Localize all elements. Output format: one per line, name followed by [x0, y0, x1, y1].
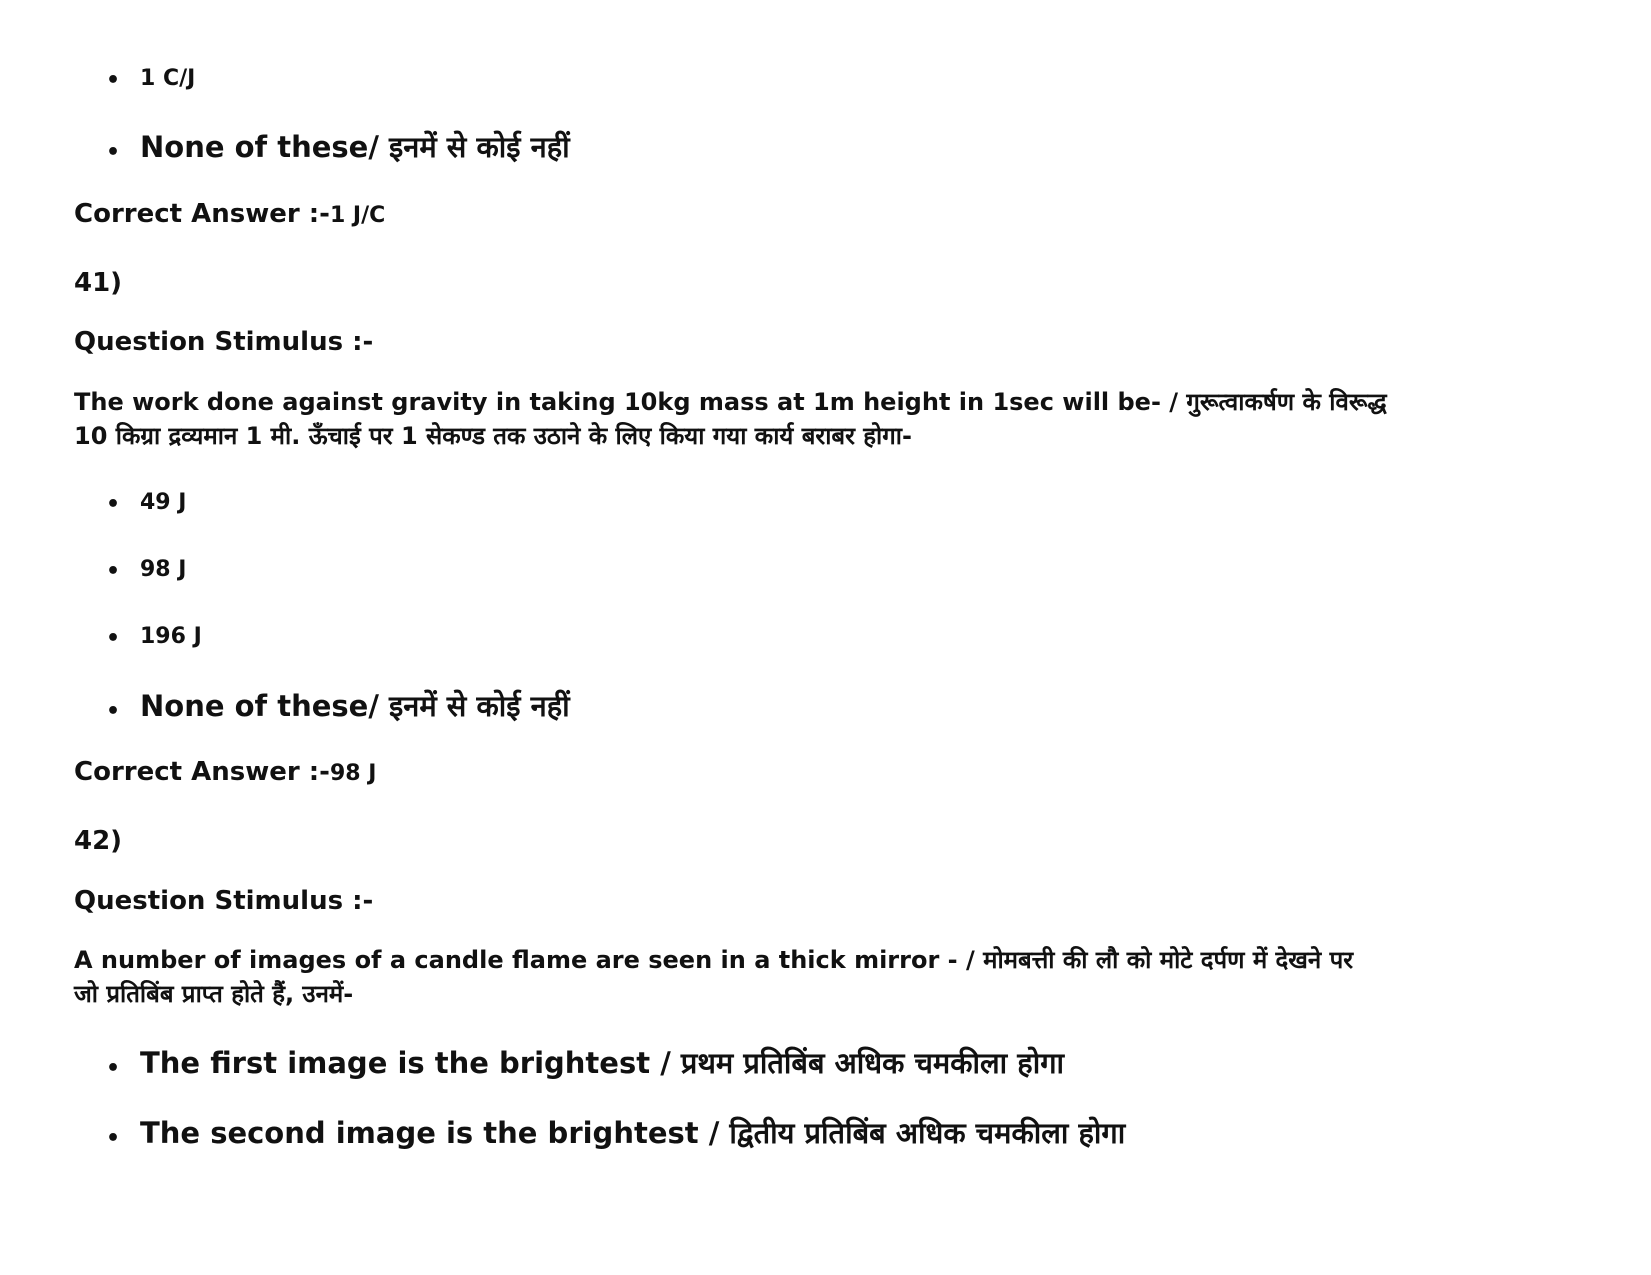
bullet-icon: •: [106, 492, 121, 517]
bullet-icon: •: [106, 1126, 121, 1151]
option-item: [106, 1043, 1591, 1082]
correct-answer-value: 98 J: [329, 761, 377, 786]
option-item: [106, 686, 1591, 725]
option-text: The second image is the brightest / द्वितीय प्रतिबिंब अधिक चमकीला होगा: [140, 1116, 1126, 1150]
option-text: 49 J: [140, 490, 187, 515]
option-item: [106, 66, 1591, 93]
correct-answer-value: 1 J/C: [329, 203, 386, 228]
option-text: None of these/ इनमें से कोई नहीं: [140, 130, 570, 164]
option-text: None of these/ इनमें से कोई नहीं: [140, 689, 570, 723]
stimulus-line: जो प्रतिबिंब प्राप्त होते हैं, उनमें-: [74, 980, 354, 1008]
bullet-icon: •: [106, 1056, 121, 1081]
question-number: 41): [74, 268, 123, 298]
question-stimulus-label: Question Stimulus :-: [74, 886, 374, 916]
stimulus-line: The work done against gravity in taking 10kg mass at 1m height in 1sec will be- / गुरूत्वाकर्षण के विरूद्ध: [74, 388, 1387, 416]
option-text: 1 C/J: [140, 66, 196, 91]
option-text: 196 J: [140, 624, 202, 649]
stimulus-line: 10 किग्रा द्रव्यमान 1 मी. ऊँचाई पर 1 सेकण्ड तक उठाने के लिए किया गया कार्य बराबर होगा-: [74, 422, 912, 450]
option-text: 98 J: [140, 557, 187, 582]
correct-answer: [74, 757, 1591, 787]
bullet-icon: •: [106, 699, 121, 724]
bullet-icon: •: [106, 68, 121, 93]
option-item: [106, 490, 1591, 517]
option-text: The first image is the brightest / प्रथम प्रतिबिंब अधिक चमकीला होगा: [140, 1046, 1065, 1080]
option-item: [106, 1113, 1591, 1152]
correct-answer-label: Correct Answer :-: [74, 199, 330, 229]
correct-answer: [74, 199, 1591, 229]
option-item: [106, 624, 1591, 651]
bullet-icon: •: [106, 140, 121, 165]
stimulus-line: A number of images of a candle flame are seen in a thick mirror - / मोमबत्ती की लौ को मोटे दर्पण में देखने पर: [74, 946, 1354, 974]
bullet-icon: •: [106, 559, 121, 584]
question-stimulus-text: [74, 385, 1591, 453]
question-stimulus-label: Question Stimulus :-: [74, 327, 374, 357]
option-item: [106, 127, 1591, 166]
correct-answer-label: Correct Answer :-: [74, 757, 330, 787]
option-item: [106, 557, 1591, 584]
bullet-icon: •: [106, 626, 121, 651]
question-stimulus-text: [74, 943, 1591, 1011]
question-number: 42): [74, 826, 123, 856]
